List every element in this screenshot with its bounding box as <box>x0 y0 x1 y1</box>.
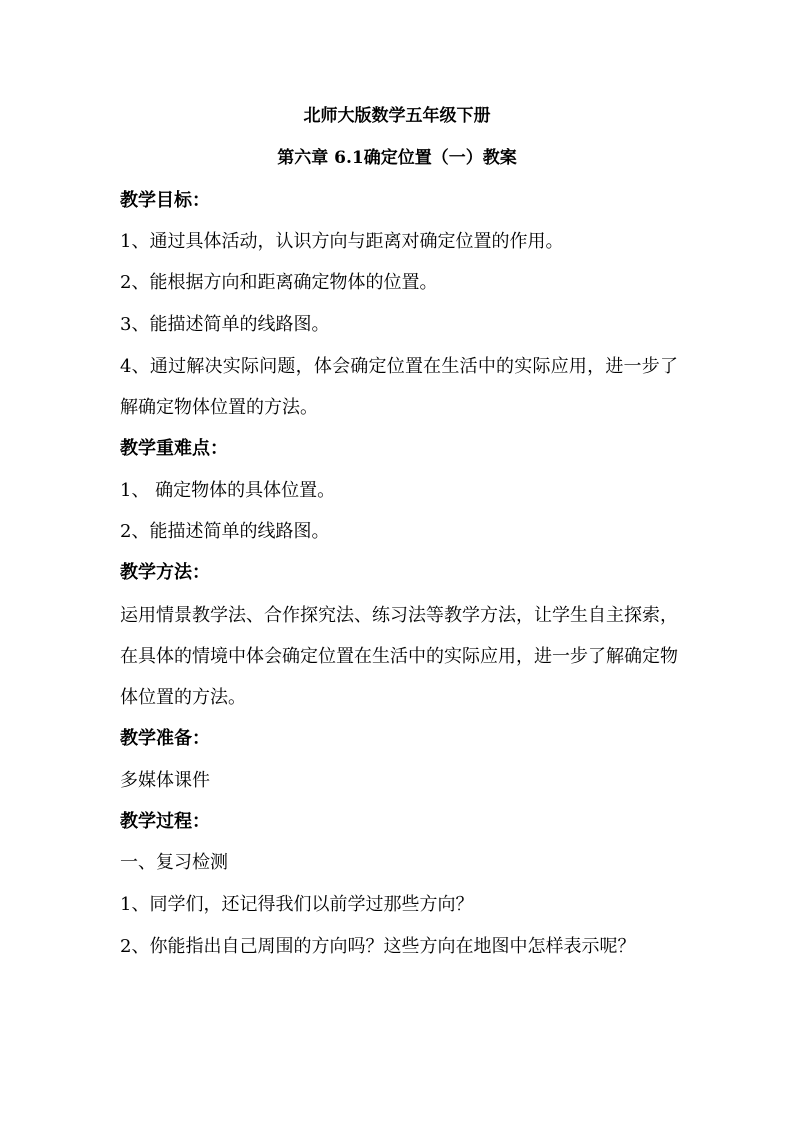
process-item-1: 1、同学们，还记得我们以前学过那些方向？ <box>120 894 474 915</box>
section-heading-objectives: 教学目标： <box>120 190 210 211</box>
objective-item-2: 2、能根据方向和距离确定物体的位置。 <box>120 272 438 293</box>
section-heading-methods: 教学方法： <box>120 562 210 583</box>
section-heading-process: 教学过程： <box>120 811 210 832</box>
process-item-2: 2、你能指出自己周围的方向吗？这些方向在地图中怎样表示呢？ <box>120 936 636 957</box>
process-subheading: 一、复习检测 <box>120 852 228 873</box>
objective-item-1: 1、通过具体活动，认识方向与距离对确定位置的作用。 <box>120 231 564 252</box>
document-subtitle: 第六章 6.1确定位置（一）教案 <box>277 148 517 168</box>
methods-text: 运用情景教学法、合作探究法、练习法等教学方法，让学生自主探索，在具体的情境中体会确定位置在生活中的实际应用，进一步了解确定物体位置的方法。 <box>120 605 678 708</box>
key-point-item-1: 1、 确定物体的具体位置。 <box>120 480 336 501</box>
preparation-text: 多媒体课件 <box>120 770 210 791</box>
section-heading-key-points: 教学重难点： <box>120 438 228 459</box>
key-point-item-2: 2、能描述简单的线路图。 <box>120 521 330 542</box>
section-heading-preparation: 教学准备： <box>120 728 210 749</box>
objective-item-3: 3、能描述简单的线路图。 <box>120 314 330 335</box>
objective-item-4: 4、通过解决实际问题，体会确定位置在生活中的实际应用，进一步了解确定物体位置的方法。 <box>120 356 678 418</box>
document-title: 北师大版数学五年级下册 <box>303 106 491 126</box>
